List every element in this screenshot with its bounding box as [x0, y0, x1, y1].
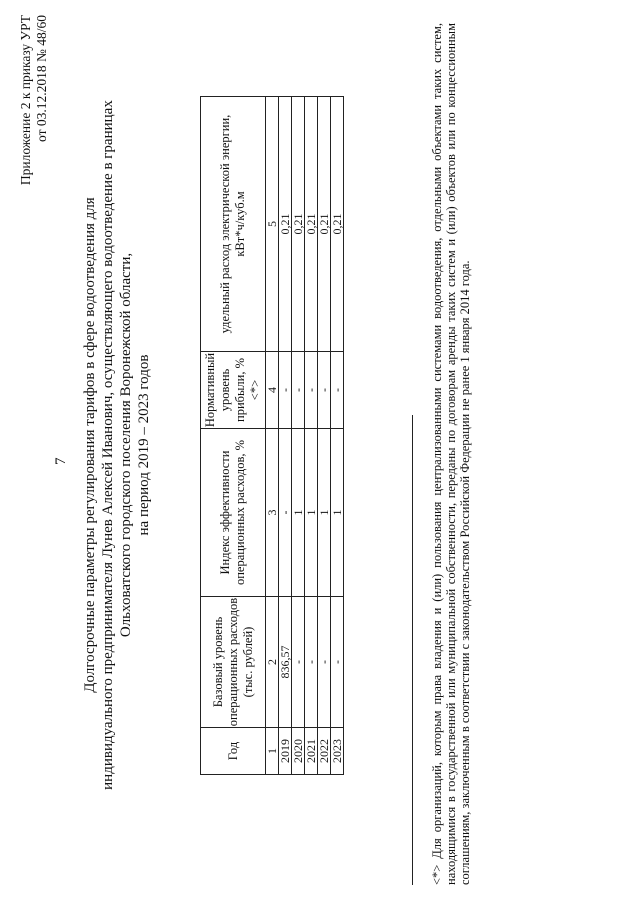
table-row [292, 97, 305, 775]
cell-efficiency-index: 1 [292, 429, 305, 597]
table-row [279, 97, 292, 775]
table-header-row [201, 97, 266, 775]
title-line: индивидуального предпринимателя Лунев Алексей Иванович, осуществляющего водоотведение в границах [100, 100, 116, 790]
tariff-parameters-table [200, 96, 344, 775]
document-title [81, 95, 153, 795]
cell-energy-consumption: 0,21 [318, 97, 331, 352]
cell-profit-level: - [331, 352, 344, 429]
header-base-opex: Базовый уровень операционных расходов (тыс. рублей) [201, 597, 266, 728]
cell-energy-consumption: 0,21 [331, 97, 344, 352]
cell-efficiency-index: 1 [331, 429, 344, 597]
header-year: Год [201, 728, 266, 775]
cell-base-opex: - [292, 597, 305, 728]
column-number: 3 [266, 429, 279, 597]
page-number: 7 [53, 457, 69, 465]
cell-year: 2022 [318, 728, 331, 775]
appendix-date-number: от 03.12.2018 № 48/60 [34, 15, 49, 142]
header-energy-consumption: удельный расход электрической энергии, кВт*ч/куб.м [201, 97, 266, 352]
cell-profit-level: - [292, 352, 305, 429]
header-profit-level: Нормативный уровень прибыли, % <*> [201, 352, 266, 429]
footnote-text: <*> Для организаций, которым права владения и (или) пользования централизованными системами водоотведения, отдельными объектами таких систем, находящимися в государственной или муниципальной собственности, переданы по договорам аренды таких систем и (или) объектов или по концессионным соглашениям, заключенным в соответствии с законодательством Российской Федерации не ранее 1 января 2014 года. [430, 23, 472, 885]
cell-profit-level: - [318, 352, 331, 429]
cell-base-opex: - [318, 597, 331, 728]
appendix-line: Приложение 2 к приказу УРТ [18, 15, 33, 186]
cell-efficiency-index: 1 [305, 429, 318, 597]
cell-year: 2023 [331, 728, 344, 775]
cell-base-opex: 836,57 [279, 597, 292, 728]
cell-year: 2020 [292, 728, 305, 775]
cell-profit-level: - [305, 352, 318, 429]
column-number: 5 [266, 97, 279, 352]
cell-efficiency-index: - [279, 429, 292, 597]
title-line: на период 2019 – 2023 годов [136, 354, 152, 536]
column-number: 1 [266, 728, 279, 775]
cell-energy-consumption: 0,21 [305, 97, 318, 352]
column-number: 2 [266, 597, 279, 728]
table-row [305, 97, 318, 775]
cell-year: 2019 [279, 728, 292, 775]
cell-energy-consumption: 0,21 [292, 97, 305, 352]
column-number: 4 [266, 352, 279, 429]
cell-efficiency-index: 1 [318, 429, 331, 597]
table-numbering-row [266, 97, 279, 775]
table-row [331, 97, 344, 775]
appendix-reference [18, 15, 50, 205]
cell-year: 2021 [305, 728, 318, 775]
cell-base-opex: - [305, 597, 318, 728]
cell-base-opex: - [331, 597, 344, 728]
cell-energy-consumption: 0,21 [279, 97, 292, 352]
title-line: Долгосрочные параметры регулирования тарифов в сфере водоотведения для [82, 197, 98, 693]
table-row [318, 97, 331, 775]
header-efficiency-index: Индекс эффективности операционных расходов, % [201, 429, 266, 597]
footnote-divider [412, 415, 413, 885]
title-line: Ольховатского городского поселения Воронежской области, [118, 252, 134, 638]
cell-profit-level: - [279, 352, 292, 429]
